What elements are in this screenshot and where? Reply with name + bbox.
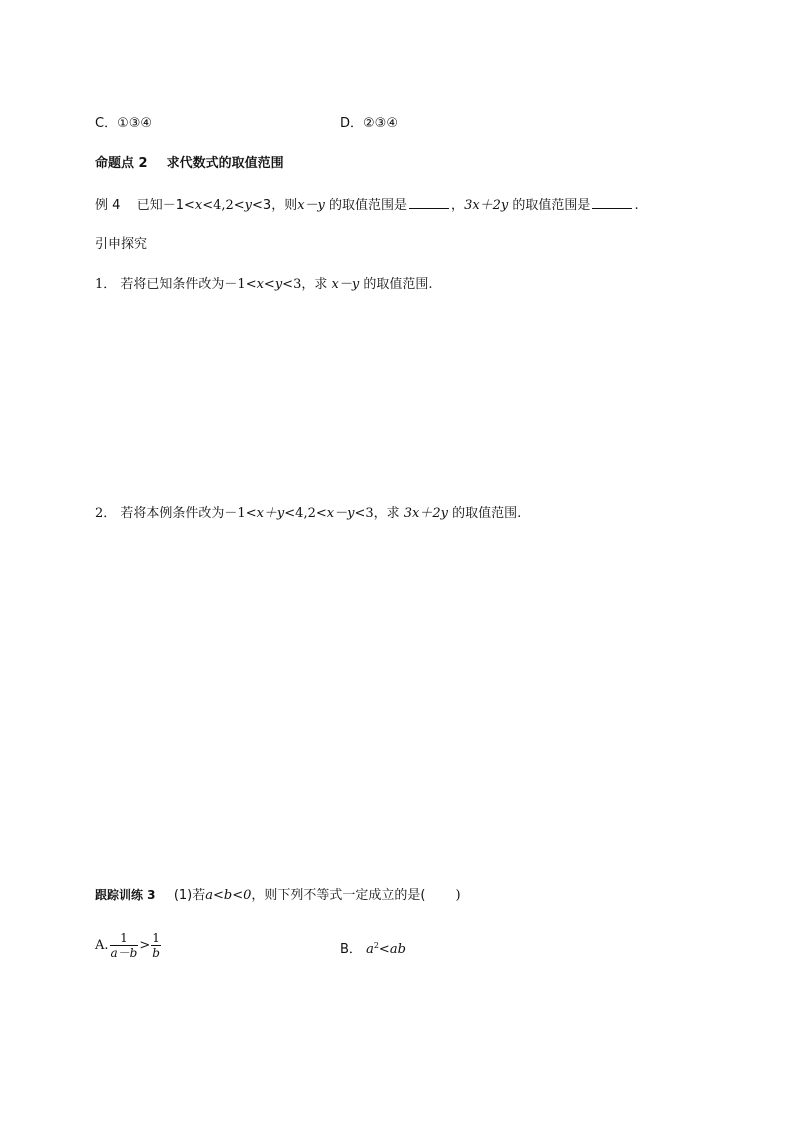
q2-expr-2: x－y	[326, 506, 355, 521]
training-text-2: ，则下列不等式一定成立的是(	[251, 888, 426, 903]
training-label: 跟踪训练 3	[95, 888, 156, 902]
q1-text-2: <3，求	[282, 277, 328, 292]
example-text-6: 的取值范围是	[512, 198, 591, 213]
section-heading	[95, 155, 284, 173]
example-text-3: <3，则	[252, 198, 298, 213]
q2-text-2: <4,2<	[284, 506, 327, 521]
fraction-1	[110, 931, 139, 960]
training-text-3: )	[455, 888, 461, 903]
var-x: x	[194, 198, 203, 213]
option-b-label: B．	[340, 942, 362, 957]
example-text-2: <4,2<	[202, 198, 245, 213]
q2-text-3: <3，求	[354, 506, 400, 521]
example-label: 例 4	[95, 198, 121, 213]
expr-3x-plus-2y: 3x＋2y	[464, 198, 509, 213]
var-y: y	[244, 198, 253, 213]
extension-title: 引申探究	[95, 237, 148, 252]
q1-text-3: 的取值范围.	[363, 277, 433, 292]
question-2	[95, 505, 521, 523]
expr-x-minus-y: x－y	[297, 198, 325, 213]
q1-expr: x－y	[331, 277, 360, 292]
question-1	[95, 276, 432, 294]
gt-sign: >	[139, 938, 151, 953]
option-b-exponent: 2	[373, 941, 379, 950]
answer-blank-2[interactable]	[592, 196, 632, 209]
example-4	[95, 196, 639, 215]
option-b-a: a	[366, 942, 374, 957]
option-b	[340, 937, 406, 959]
section-label: 命题点 2	[95, 156, 148, 171]
option-b-rest: <ab	[378, 942, 406, 957]
q1-vars: x<y	[256, 277, 283, 292]
q1-number: 1．	[95, 277, 117, 292]
option-d: D．②③④	[340, 116, 398, 131]
example-text-1: 已知－1<	[136, 198, 195, 213]
fraction-1-num: 1	[110, 931, 139, 946]
fraction-1-den: a－b	[110, 946, 138, 960]
option-c: C．①③④	[95, 116, 153, 131]
example-text-4: 的取值范围是	[329, 198, 408, 213]
q2-expr-1: x＋y	[256, 506, 285, 521]
fraction-2	[151, 931, 161, 960]
q2-text-1: 若将本例条件改为－1<	[120, 506, 257, 521]
answer-blank-1[interactable]	[409, 196, 449, 209]
training-condition: a<b<0	[205, 888, 252, 903]
option-a-label: A.	[95, 938, 109, 953]
fraction-2-den: b	[152, 946, 160, 960]
training-3	[95, 886, 461, 905]
q2-number: 2．	[95, 506, 117, 521]
q1-text-1: 若将已知条件改为－1<	[120, 277, 257, 292]
example-text-7: .	[634, 198, 639, 213]
example-text-5: ，	[451, 198, 465, 213]
option-a	[95, 928, 162, 964]
section-title: 求代数式的取值范围	[166, 156, 284, 171]
fraction-2-num: 1	[152, 931, 160, 945]
q2-expr-3: 3x＋2y	[403, 506, 448, 521]
training-text-1: (1)若	[173, 888, 206, 903]
q2-text-4: 的取值范围.	[452, 506, 522, 521]
